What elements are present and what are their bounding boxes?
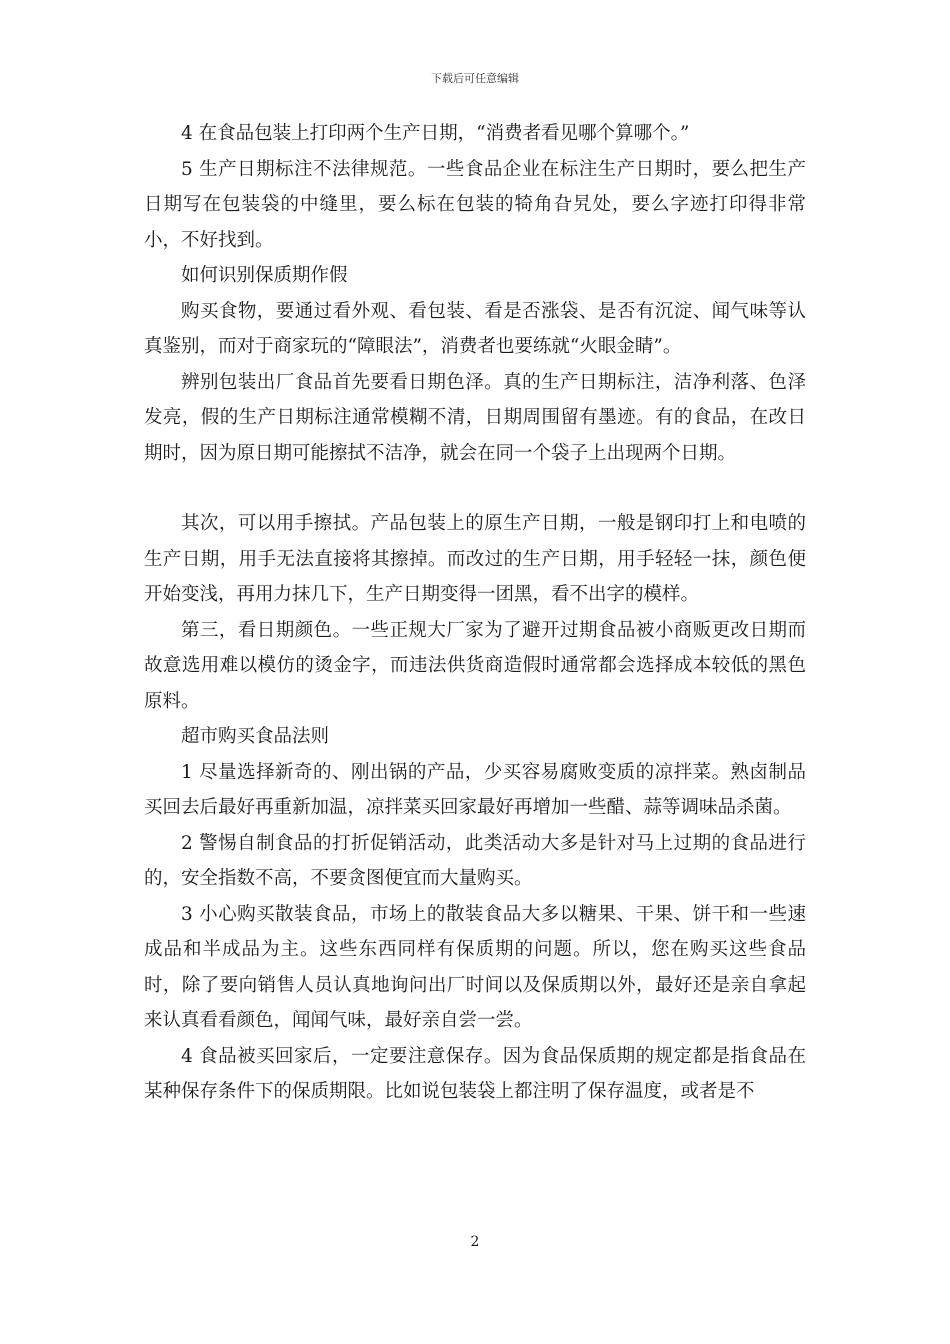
paragraph: 2 警惕自制食品的打折促销活动，此类活动大多是针对马上过期的食品进行的，安全指数不高，不要贪图便宜而大量购买。 xyxy=(144,832,806,889)
section-heading: 超市购买食品法则 xyxy=(181,726,330,747)
paragraph: 4 食品被买回家后，一定要注意保存。因为食品保质期的规定都是指食品在某种保存条件下的保质期限。比如说包装袋上都注明了保存温度，或者是不 xyxy=(144,1045,806,1102)
page-number: 2 xyxy=(470,1234,480,1250)
paragraph: 购买食物，要通过看外观、看包装、看是否涨袋、是否有沉淀、闻气味等认真鉴别，而对于商家玩的“障眼法”，消费者也要练就“火眼金睛”。 xyxy=(144,300,806,357)
paragraph-gap xyxy=(144,471,806,506)
paragraph: 其次，可以用手擦拭。产品包装上的原生产日期，一般是钢印打上和电喷的生产日期，用手无法直接将其擦掉。而改过的生产日期，用手轻轻一抹，颜色便开始变浅，再用力抹几下，生产日期变得一团黑，看不出字的模样。 xyxy=(144,513,806,605)
page-header: 下载后可任意编辑 xyxy=(431,72,519,85)
document-body xyxy=(144,116,806,1110)
paragraph: 4 在食品包装上打印两个生产日期，“消费者看见哪个算哪个。” xyxy=(181,123,690,144)
paragraph: 辨别包装出厂食品首先要看日期色泽。真的生产日期标注，洁净利落、色泽发亮，假的生产日期标注通常模糊不清，日期周围留有墨迹。有的食品，在改日期时，因为原日期可能擦拭不洁净，就会在同一个袋子上出现两个日期。 xyxy=(144,371,806,464)
paragraph: 3 小心购买散装食品，市场上的散装食品大多以糖果、干果、饼干和一些速成品和半成品为主。这些东西同样有保质期的问题。所以，您在购买这些食品时，除了要向销售人员认真地询问出厂时间以及保质期以外，最好还是亲自拿起来认真看看颜色，闻闻气味，最好亲自尝一尝。 xyxy=(144,903,806,1031)
paragraph: 5 生产日期标注不法律规范。一些食品企业在标注生产日期时，要么把生产日期写在包装袋的中缝里，要么标在包装的犄角旮旯处，要么字迹打印得非常小，不好找到。 xyxy=(144,158,806,251)
section-heading: 如何识别保质期作假 xyxy=(181,265,348,286)
paragraph: 1 尽量选择新奇的、刚出锅的产品，少买容易腐败变质的凉拌菜。熟卤制品买回去后最好再重新加温，凉拌菜买回家最好再增加一些醋、蒜等调味品杀菌。 xyxy=(144,761,806,818)
paragraph: 第三，看日期颜色。一些正规大厂家为了避开过期食品被小商贩更改日期而故意选用难以模仿的烫金字，而违法供货商造假时通常都会选择成本较低的黑色原料。 xyxy=(144,619,806,712)
